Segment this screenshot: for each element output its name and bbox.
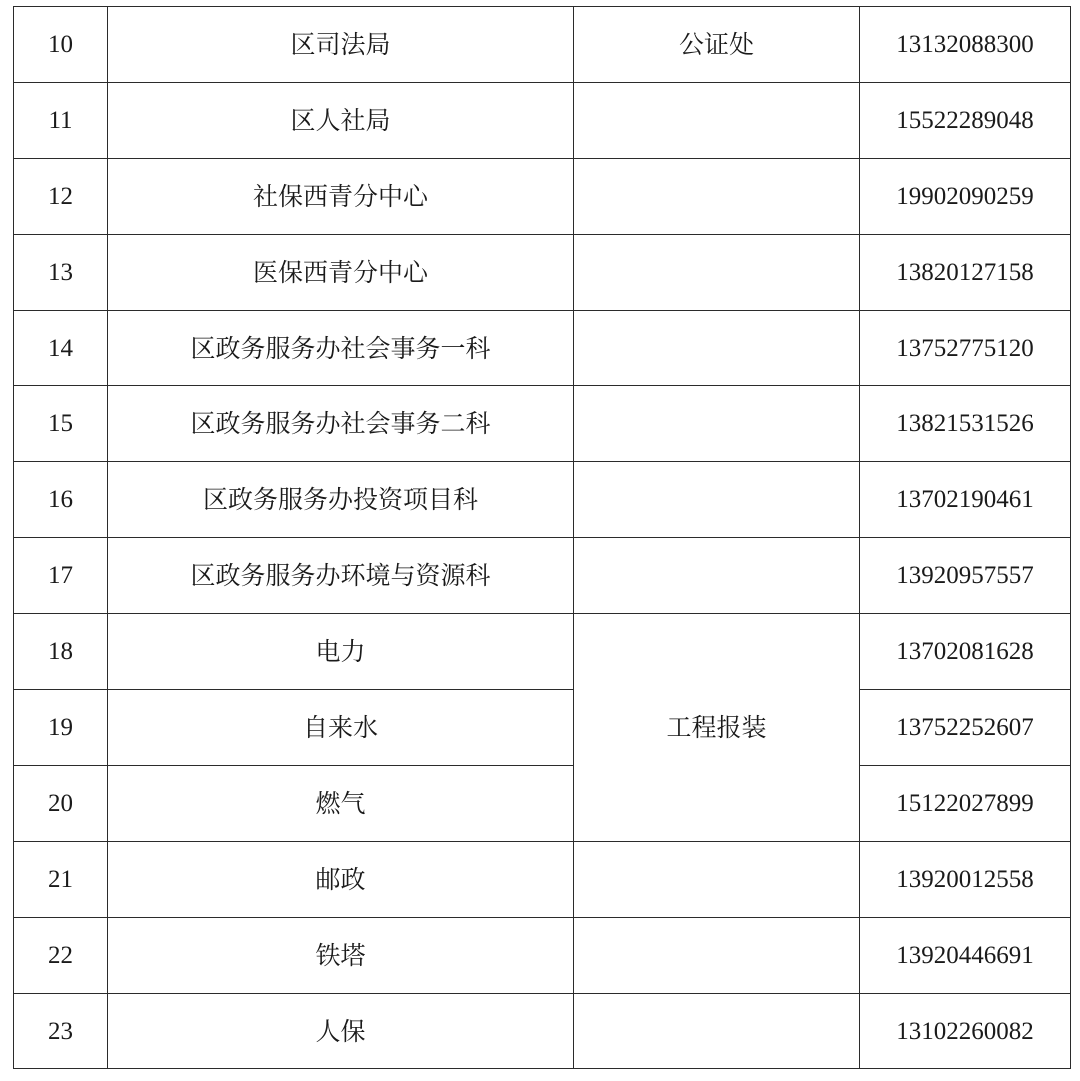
table-row xyxy=(14,614,1071,690)
table-row xyxy=(14,917,1071,993)
department-name: 区政务服务办环境与资源科 xyxy=(108,538,574,614)
table-row xyxy=(14,690,1071,766)
phone-number: 13702190461 xyxy=(860,462,1071,538)
note-cell xyxy=(574,158,860,234)
row-number: 23 xyxy=(14,993,108,1069)
phone-number: 19902090259 xyxy=(860,158,1071,234)
phone-number: 13102260082 xyxy=(860,993,1071,1069)
row-number: 11 xyxy=(14,82,108,158)
note-cell xyxy=(574,917,860,993)
note-cell xyxy=(574,538,860,614)
table-row xyxy=(14,7,1071,83)
engineering-install-cell: 工程报装 xyxy=(574,614,860,842)
row-number: 21 xyxy=(14,841,108,917)
row-number: 15 xyxy=(14,386,108,462)
phone-number: 13820127158 xyxy=(860,234,1071,310)
phone-number: 13821531526 xyxy=(860,386,1071,462)
row-number: 19 xyxy=(14,690,108,766)
table-row xyxy=(14,386,1071,462)
phone-number: 13920957557 xyxy=(860,538,1071,614)
row-number: 20 xyxy=(14,765,108,841)
table-row xyxy=(14,310,1071,386)
department-name: 医保西青分中心 xyxy=(108,234,574,310)
department-name: 区司法局 xyxy=(108,7,574,83)
department-name: 区政务服务办社会事务一科 xyxy=(108,310,574,386)
note-cell xyxy=(574,386,860,462)
row-number: 18 xyxy=(14,614,108,690)
phone-number: 13920446691 xyxy=(860,917,1071,993)
note-cell xyxy=(574,234,860,310)
phone-number: 13702081628 xyxy=(860,614,1071,690)
note-cell xyxy=(574,82,860,158)
department-name: 邮政 xyxy=(108,841,574,917)
table-row xyxy=(14,993,1071,1069)
phone-number: 15522289048 xyxy=(860,82,1071,158)
department-name: 区政务服务办投资项目科 xyxy=(108,462,574,538)
department-name: 电力 xyxy=(108,614,574,690)
row-number: 10 xyxy=(14,7,108,83)
note-cell xyxy=(574,462,860,538)
table-row xyxy=(14,234,1071,310)
phone-number: 13752775120 xyxy=(860,310,1071,386)
phone-number: 15122027899 xyxy=(860,765,1071,841)
row-number: 16 xyxy=(14,462,108,538)
row-number: 17 xyxy=(14,538,108,614)
note-cell xyxy=(574,310,860,386)
department-name: 区政务服务办社会事务二科 xyxy=(108,386,574,462)
table-row xyxy=(14,841,1071,917)
row-number: 22 xyxy=(14,917,108,993)
contact-table xyxy=(13,6,1071,1069)
table-row xyxy=(14,765,1071,841)
note-cell xyxy=(574,841,860,917)
table-row xyxy=(14,158,1071,234)
department-name: 社保西青分中心 xyxy=(108,158,574,234)
department-name: 自来水 xyxy=(108,690,574,766)
phone-number: 13132088300 xyxy=(860,7,1071,83)
department-name: 铁塔 xyxy=(108,917,574,993)
note-cell: 公证处 xyxy=(574,7,860,83)
note-cell xyxy=(574,993,860,1069)
department-name: 燃气 xyxy=(108,765,574,841)
phone-number: 13920012558 xyxy=(860,841,1071,917)
department-name: 人保 xyxy=(108,993,574,1069)
table-row xyxy=(14,538,1071,614)
table-row xyxy=(14,462,1071,538)
table-row xyxy=(14,82,1071,158)
department-name: 区人社局 xyxy=(108,82,574,158)
row-number: 12 xyxy=(14,158,108,234)
row-number: 13 xyxy=(14,234,108,310)
phone-number: 13752252607 xyxy=(860,690,1071,766)
row-number: 14 xyxy=(14,310,108,386)
